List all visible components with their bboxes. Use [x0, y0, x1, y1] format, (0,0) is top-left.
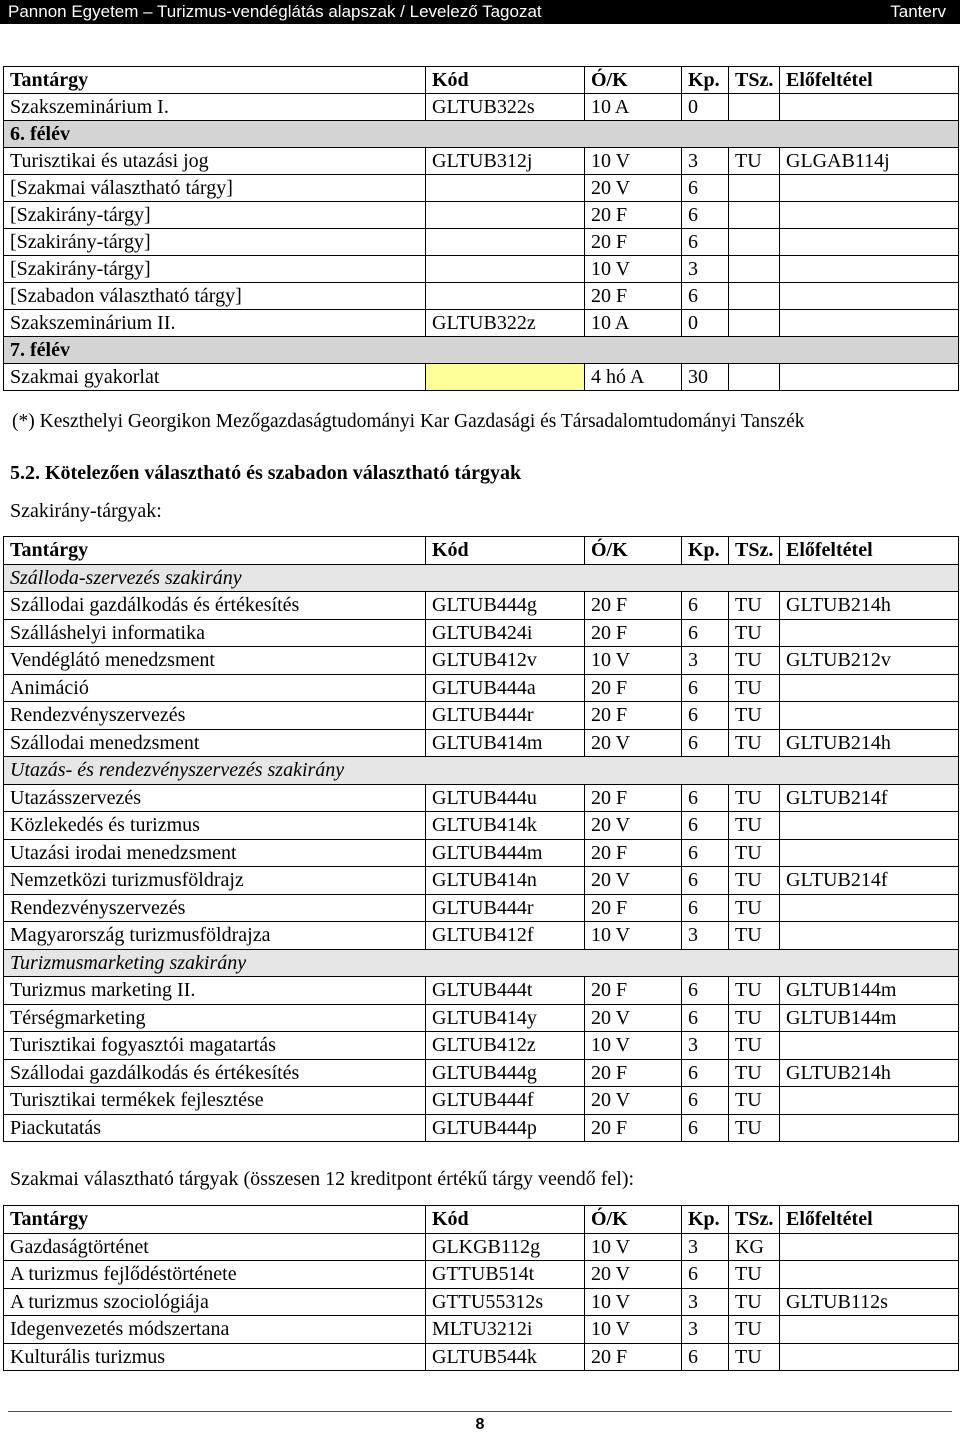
cell-credits: 3 [682, 922, 729, 950]
column-header-hours-exam: Ó/K [585, 67, 682, 94]
cell-subject: Turisztikai fogyasztói magatartás [4, 1032, 426, 1060]
table-row [4, 1087, 959, 1115]
table-row [4, 922, 959, 950]
cell-hours-exam: 10 A [585, 310, 682, 337]
cell-subject: Szakszeminárium I. [4, 94, 426, 121]
cell-hours-exam: 20 F [585, 229, 682, 256]
cell-department: TU [729, 729, 780, 757]
cell-hours-exam: 20 V [585, 175, 682, 202]
cell-credits: 3 [682, 1233, 729, 1261]
specialization-label: Utazás- és rendezvényszervezés szakirány [4, 757, 959, 785]
cell-subject: Utazásszervezés [4, 784, 426, 812]
cell-code: GLTUB444r [426, 702, 585, 730]
table-row [4, 175, 959, 202]
column-header-prerequisite: Előfeltétel [780, 67, 959, 94]
cell-hours-exam: 20 F [585, 839, 682, 867]
cell-prerequisite [780, 1343, 959, 1371]
cell-code [426, 229, 585, 256]
header-right-label: Tanterv [890, 2, 946, 21]
cell-credits: 6 [682, 1059, 729, 1087]
specialization-label: Szálloda-szervezés szakirány [4, 564, 959, 592]
cell-code: GLTUB444r [426, 894, 585, 922]
table-row [4, 1004, 959, 1032]
cell-credits: 6 [682, 283, 729, 310]
cell-hours-exam: 10 V [585, 256, 682, 283]
cell-department: TU [729, 674, 780, 702]
table-row [4, 1343, 959, 1371]
table-header-row [4, 537, 959, 565]
curriculum-table-semesters [3, 66, 959, 391]
cell-department: TU [729, 1114, 780, 1142]
cell-subject: [Szabadon választható tárgy] [4, 283, 426, 310]
cell-credits: 6 [682, 894, 729, 922]
cell-code: GLTUB444t [426, 977, 585, 1005]
cell-department [729, 283, 780, 310]
cell-credits: 6 [682, 175, 729, 202]
cell-department: TU [729, 784, 780, 812]
column-header-code: Kód [426, 67, 585, 94]
footnote: (*) Keszthelyi Georgikon Mezőgazdaságtudományi Kar Gazdasági és Társadalomtudományi Tanszék [12, 411, 805, 432]
cell-department: TU [729, 148, 780, 175]
cell-prerequisite [780, 1261, 959, 1289]
cell-prerequisite [780, 839, 959, 867]
column-header-subject: Tantárgy [4, 537, 426, 565]
cell-department [729, 256, 780, 283]
cell-department: TU [729, 1087, 780, 1115]
cell-department: TU [729, 647, 780, 675]
cell-code: GLTUB322s [426, 94, 585, 121]
cell-subject: Nemzetközi turizmusföldrajz [4, 867, 426, 895]
cell-department [729, 202, 780, 229]
cell-prerequisite [780, 202, 959, 229]
table-row [4, 1059, 959, 1087]
cell-department: TU [729, 1288, 780, 1316]
cell-hours-exam: 20 V [585, 1004, 682, 1032]
cell-hours-exam: 20 F [585, 592, 682, 620]
cell-prerequisite: GLTUB144m [780, 1004, 959, 1032]
cell-code: GLTUB412v [426, 647, 585, 675]
cell-subject: Szállodai gazdálkodás és értékesítés [4, 592, 426, 620]
cell-prerequisite [780, 364, 959, 391]
page-number: 8 [475, 1416, 485, 1433]
semester-label: 6. félév [4, 121, 959, 148]
cell-department: TU [729, 1004, 780, 1032]
column-header-credits: Kp. [682, 67, 729, 94]
table-row [4, 867, 959, 895]
cell-department [729, 364, 780, 391]
cell-code: GLTUB414n [426, 867, 585, 895]
subheading-electives: Szakmai választható tárgyak (összesen 12 kreditpont értékű tárgy veendő fel): [10, 1168, 635, 1190]
footer-divider [8, 1411, 952, 1412]
cell-subject: Utazási irodai menedzsment [4, 839, 426, 867]
cell-department: TU [729, 619, 780, 647]
specialization-row [4, 757, 959, 785]
cell-department: TU [729, 702, 780, 730]
cell-hours-exam: 4 hó A [585, 364, 682, 391]
cell-credits: 6 [682, 839, 729, 867]
header-title: Pannon Egyetem – Turizmus-vendéglátás alapszak / Levelező Tagozat [8, 2, 542, 21]
cell-credits: 6 [682, 702, 729, 730]
column-header-subject: Tantárgy [4, 1206, 426, 1234]
cell-prerequisite [780, 702, 959, 730]
cell-hours-exam: 10 V [585, 647, 682, 675]
table-row [4, 812, 959, 840]
cell-credits: 6 [682, 1087, 729, 1115]
cell-hours-exam: 20 F [585, 283, 682, 310]
cell-prerequisite [780, 283, 959, 310]
cell-department [729, 229, 780, 256]
cell-hours-exam: 20 F [585, 1343, 682, 1371]
table-row [4, 592, 959, 620]
column-header-credits: Kp. [682, 1206, 729, 1234]
cell-department [729, 94, 780, 121]
cell-hours-exam: 20 F [585, 674, 682, 702]
cell-hours-exam: 10 V [585, 1032, 682, 1060]
cell-subject: Magyarország turizmusföldrajza [4, 922, 426, 950]
cell-department: TU [729, 592, 780, 620]
cell-department [729, 175, 780, 202]
cell-code: GLTUB412z [426, 1032, 585, 1060]
table-header-row [4, 67, 959, 94]
cell-prerequisite: GLGAB114j [780, 148, 959, 175]
cell-subject: Térségmarketing [4, 1004, 426, 1032]
cell-department: TU [729, 867, 780, 895]
cell-prerequisite: GLTUB214f [780, 867, 959, 895]
cell-hours-exam: 20 F [585, 894, 682, 922]
cell-code: GLTUB544k [426, 1343, 585, 1371]
cell-credits: 6 [682, 229, 729, 256]
cell-prerequisite [780, 229, 959, 256]
column-header-department: TSz. [729, 67, 780, 94]
cell-credits: 3 [682, 148, 729, 175]
table-row [4, 229, 959, 256]
cell-subject: Szállodai menedzsment [4, 729, 426, 757]
cell-subject: [Szakmai választható tárgy] [4, 175, 426, 202]
table-row [4, 729, 959, 757]
cell-credits: 3 [682, 1032, 729, 1060]
cell-department: TU [729, 922, 780, 950]
cell-code: GTTUB514t [426, 1261, 585, 1289]
table-row [4, 894, 959, 922]
table-row [4, 256, 959, 283]
cell-code [426, 364, 585, 391]
column-header-prerequisite: Előfeltétel [780, 1206, 959, 1234]
cell-department: TU [729, 1261, 780, 1289]
cell-code: GLTUB444u [426, 784, 585, 812]
table-header-row [4, 1206, 959, 1234]
cell-code: GLTUB322z [426, 310, 585, 337]
cell-code: GLTUB424i [426, 619, 585, 647]
cell-credits: 3 [682, 1288, 729, 1316]
cell-hours-exam: 10 A [585, 94, 682, 121]
curriculum-table-specializations [3, 536, 959, 1142]
cell-hours-exam: 20 F [585, 977, 682, 1005]
cell-subject: [Szakirány-tárgy] [4, 256, 426, 283]
cell-subject: Turizmus marketing II. [4, 977, 426, 1005]
cell-credits: 3 [682, 647, 729, 675]
cell-subject: Rendezvényszervezés [4, 702, 426, 730]
cell-prerequisite [780, 1233, 959, 1261]
curriculum-table-electives [3, 1205, 959, 1371]
cell-hours-exam: 10 V [585, 1233, 682, 1261]
cell-prerequisite [780, 812, 959, 840]
cell-code [426, 175, 585, 202]
table-row [4, 283, 959, 310]
cell-credits: 6 [682, 784, 729, 812]
cell-department: TU [729, 812, 780, 840]
cell-subject: Kulturális turizmus [4, 1343, 426, 1371]
table-row [4, 784, 959, 812]
cell-code: GLTUB312j [426, 148, 585, 175]
cell-credits: 6 [682, 1004, 729, 1032]
cell-subject: Animáció [4, 674, 426, 702]
cell-subject: A turizmus szociológiája [4, 1288, 426, 1316]
cell-subject: Vendéglátó menedzsment [4, 647, 426, 675]
cell-credits: 0 [682, 310, 729, 337]
cell-prerequisite: GLTUB212v [780, 647, 959, 675]
column-header-code: Kód [426, 1206, 585, 1234]
column-header-code: Kód [426, 537, 585, 565]
cell-hours-exam: 10 V [585, 922, 682, 950]
cell-prerequisite: GLTUB144m [780, 977, 959, 1005]
cell-subject: Rendezvényszervezés [4, 894, 426, 922]
cell-code: GLTUB412f [426, 922, 585, 950]
cell-subject: Közlekedés és turizmus [4, 812, 426, 840]
column-header-hours-exam: Ó/K [585, 537, 682, 565]
cell-credits: 6 [682, 729, 729, 757]
cell-code: GLTUB444f [426, 1087, 585, 1115]
cell-hours-exam: 20 F [585, 1059, 682, 1087]
cell-department: KG [729, 1233, 780, 1261]
cell-prerequisite: GLTUB214h [780, 1059, 959, 1087]
semester-label: 7. félév [4, 337, 959, 364]
cell-prerequisite [780, 922, 959, 950]
cell-subject: Szálláshelyi informatika [4, 619, 426, 647]
cell-credits: 6 [682, 1114, 729, 1142]
cell-prerequisite: GLTUB214h [780, 592, 959, 620]
cell-department: TU [729, 1059, 780, 1087]
cell-subject: Szakszeminárium II. [4, 310, 426, 337]
cell-credits: 3 [682, 256, 729, 283]
cell-prerequisite [780, 894, 959, 922]
cell-code: MLTU3212i [426, 1316, 585, 1344]
cell-code: GLTUB444g [426, 592, 585, 620]
table-row [4, 977, 959, 1005]
cell-credits: 6 [682, 867, 729, 895]
specialization-label: Turizmusmarketing szakirány [4, 949, 959, 977]
cell-subject: Piackutatás [4, 1114, 426, 1142]
table-row [4, 310, 959, 337]
cell-code: GLTUB414y [426, 1004, 585, 1032]
table-row [4, 94, 959, 121]
section-title: 5.2. Kötelezően választható és szabadon választható tárgyak [10, 462, 522, 484]
cell-subject: Turisztikai és utazási jog [4, 148, 426, 175]
cell-prerequisite [780, 1032, 959, 1060]
cell-prerequisite [780, 674, 959, 702]
cell-subject: Szállodai gazdálkodás és értékesítés [4, 1059, 426, 1087]
cell-code: GLTUB444g [426, 1059, 585, 1087]
cell-hours-exam: 10 V [585, 148, 682, 175]
cell-code: GLTUB444p [426, 1114, 585, 1142]
cell-hours-exam: 20 F [585, 202, 682, 229]
cell-department: TU [729, 1032, 780, 1060]
cell-code: GLTUB414k [426, 812, 585, 840]
specialization-row [4, 564, 959, 592]
column-header-prerequisite: Előfeltétel [780, 537, 959, 565]
column-header-department: TSz. [729, 537, 780, 565]
cell-subject: [Szakirány-tárgy] [4, 202, 426, 229]
table-row [4, 702, 959, 730]
column-header-hours-exam: Ó/K [585, 1206, 682, 1234]
cell-code [426, 283, 585, 310]
column-header-department: TSz. [729, 1206, 780, 1234]
cell-credits: 6 [682, 202, 729, 229]
cell-department [729, 310, 780, 337]
cell-credits: 6 [682, 812, 729, 840]
cell-credits: 6 [682, 1343, 729, 1371]
cell-prerequisite: GLTUB214h [780, 729, 959, 757]
cell-subject: [Szakirány-tárgy] [4, 229, 426, 256]
cell-credits: 6 [682, 1261, 729, 1289]
column-header-credits: Kp. [682, 537, 729, 565]
page-header [0, 0, 960, 24]
cell-credits: 6 [682, 977, 729, 1005]
cell-prerequisite: GLTUB112s [780, 1288, 959, 1316]
cell-hours-exam: 20 V [585, 729, 682, 757]
table-row [4, 202, 959, 229]
cell-subject: Idegenvezetés módszertana [4, 1316, 426, 1344]
cell-code [426, 202, 585, 229]
cell-prerequisite [780, 310, 959, 337]
cell-hours-exam: 20 F [585, 1114, 682, 1142]
cell-prerequisite [780, 619, 959, 647]
cell-department: TU [729, 894, 780, 922]
cell-credits: 3 [682, 1316, 729, 1344]
table-row [4, 1316, 959, 1344]
specialization-row [4, 949, 959, 977]
cell-prerequisite [780, 1316, 959, 1344]
cell-hours-exam: 20 F [585, 619, 682, 647]
cell-hours-exam: 20 V [585, 867, 682, 895]
table-row [4, 674, 959, 702]
cell-hours-exam: 10 V [585, 1316, 682, 1344]
cell-credits: 6 [682, 592, 729, 620]
cell-department: TU [729, 1343, 780, 1371]
cell-department: TU [729, 839, 780, 867]
table-row [4, 619, 959, 647]
cell-hours-exam: 20 V [585, 1261, 682, 1289]
cell-department: TU [729, 1316, 780, 1344]
cell-code: GTTU55312s [426, 1288, 585, 1316]
cell-code [426, 256, 585, 283]
cell-hours-exam: 20 F [585, 702, 682, 730]
cell-code: GLTUB444a [426, 674, 585, 702]
cell-prerequisite [780, 94, 959, 121]
cell-hours-exam: 10 V [585, 1288, 682, 1316]
cell-credits: 6 [682, 674, 729, 702]
cell-code: GLTUB414m [426, 729, 585, 757]
cell-subject: Turisztikai termékek fejlesztése [4, 1087, 426, 1115]
cell-prerequisite [780, 1087, 959, 1115]
table-row [4, 647, 959, 675]
table-row [4, 148, 959, 175]
cell-prerequisite: GLTUB214f [780, 784, 959, 812]
semester-row [4, 337, 959, 364]
table-row [4, 1288, 959, 1316]
cell-subject: A turizmus fejlődéstörténete [4, 1261, 426, 1289]
cell-hours-exam: 20 V [585, 1087, 682, 1115]
table-row [4, 1261, 959, 1289]
table-row [4, 1114, 959, 1142]
cell-credits: 6 [682, 619, 729, 647]
cell-hours-exam: 20 V [585, 812, 682, 840]
column-header-subject: Tantárgy [4, 67, 426, 94]
cell-code: GLKGB112g [426, 1233, 585, 1261]
table-row [4, 364, 959, 391]
cell-subject: Szakmai gyakorlat [4, 364, 426, 391]
cell-prerequisite [780, 175, 959, 202]
cell-hours-exam: 20 F [585, 784, 682, 812]
subheading-specialization: Szakirány-tárgyak: [10, 500, 162, 522]
table-row [4, 1233, 959, 1261]
cell-department: TU [729, 977, 780, 1005]
table-row [4, 839, 959, 867]
cell-code: GLTUB444m [426, 839, 585, 867]
cell-prerequisite [780, 1114, 959, 1142]
table-row [4, 1032, 959, 1060]
cell-credits: 0 [682, 94, 729, 121]
cell-prerequisite [780, 256, 959, 283]
cell-credits: 30 [682, 364, 729, 391]
cell-subject: Gazdaságtörténet [4, 1233, 426, 1261]
semester-row [4, 121, 959, 148]
